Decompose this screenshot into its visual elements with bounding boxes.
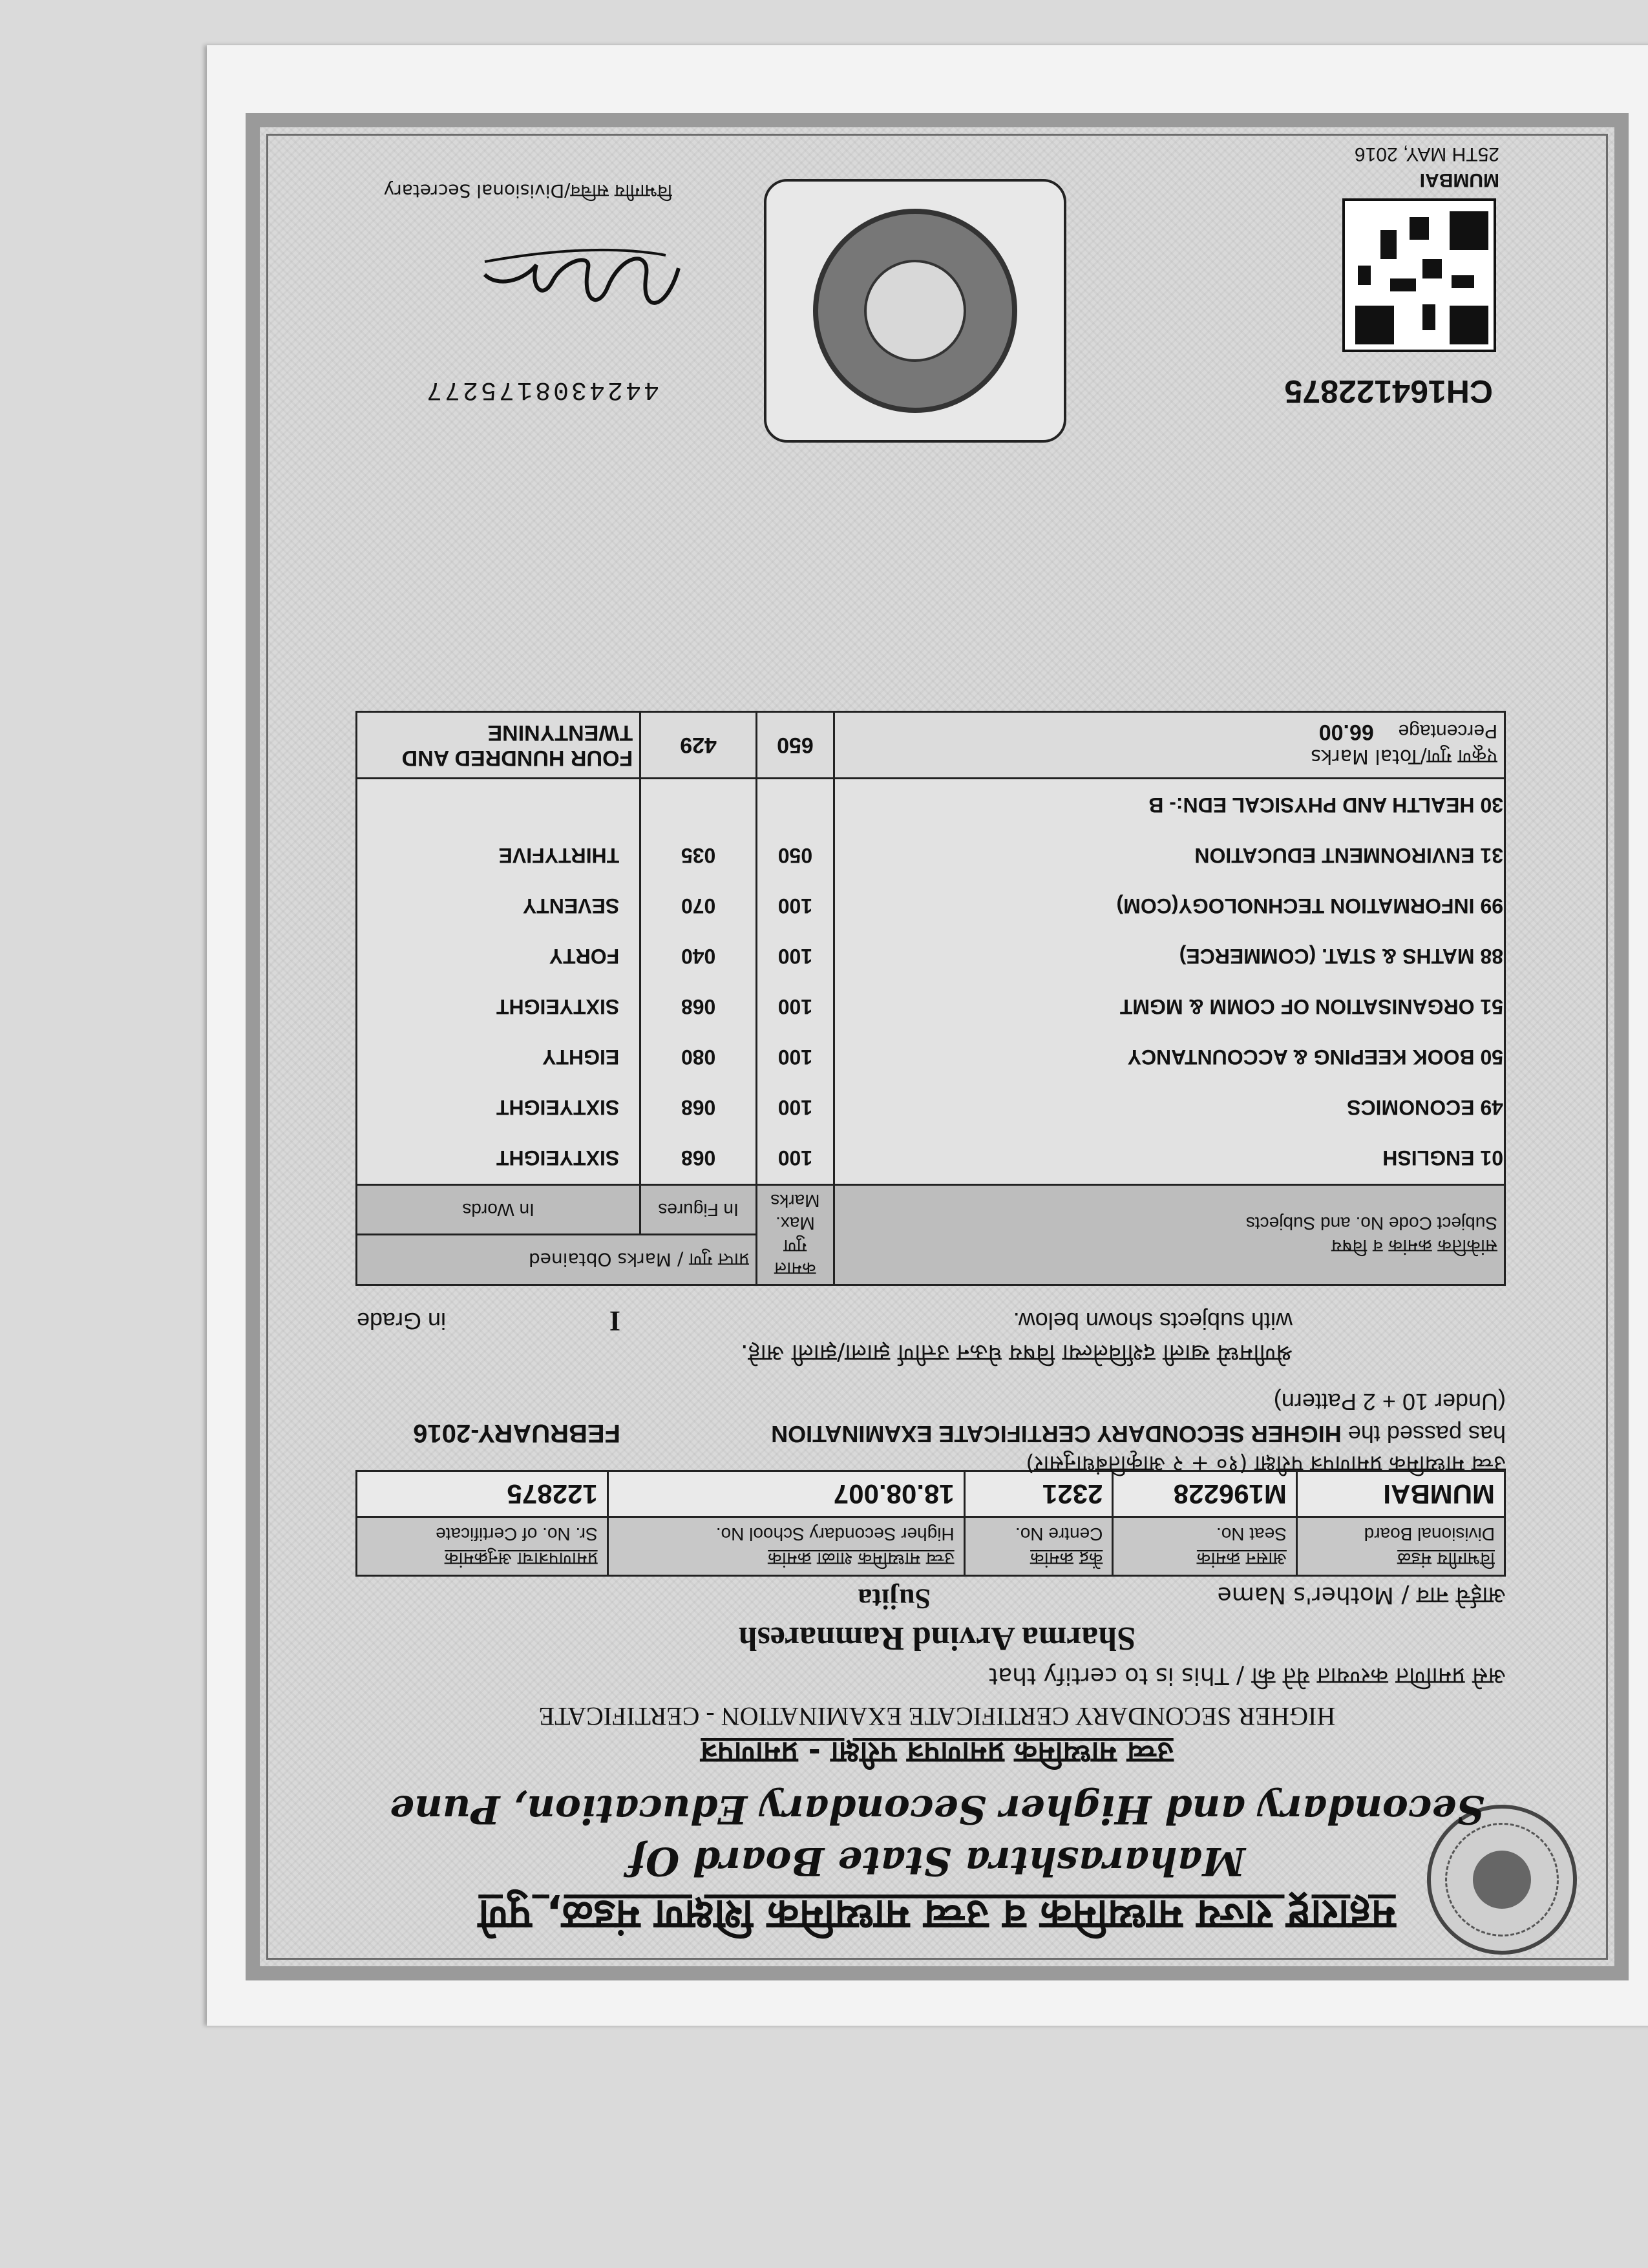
board-name-english-line2: Secondary and Higher Secondary Education, Pune <box>390 1787 1485 1832</box>
marks-words-cell <box>358 780 639 830</box>
max-marks-cell: 050 <box>777 844 813 867</box>
passed-text-english: has passed the HIGHER SECONDARY CERTIFICATE EXAMINATION <box>771 1421 1506 1447</box>
issue-place: MUMBAI <box>1419 169 1499 191</box>
subject-row: 51 ORGANISATION OF COMM & MGMT <box>1119 995 1503 1018</box>
subject-list <box>834 779 1505 1185</box>
subject-row: 50 BOOK KEEPING & ACCOUNTANCY <box>1127 1045 1503 1069</box>
total-max-marks: 650 <box>756 712 834 779</box>
max-marks-cell: 100 <box>777 894 813 918</box>
max-marks-cell: 100 <box>777 1096 813 1119</box>
school-no-value: 18.08.007 <box>607 1471 964 1517</box>
marks-figures-cell: 068 <box>681 995 716 1018</box>
max-marks-cell: 100 <box>777 995 813 1018</box>
grade-text-marathi: श्रेणीमध्ये खाली दर्शविलेल्या विषय घेऊन उत्तीर्ण झाला/झाली आहे. <box>741 1339 1293 1366</box>
centre-no-value: 2321 <box>964 1471 1113 1517</box>
with-subjects-text: with subjects shown below. <box>1013 1308 1293 1334</box>
marks-figures-cell: 040 <box>681 945 716 968</box>
exam-pattern: (Under 10 + 2 Pattern) <box>1273 1389 1506 1415</box>
marks-words-cell: SEVENTY <box>522 894 620 918</box>
total-obtained-marks: 429 <box>640 712 757 779</box>
passed-text-marathi: उच्च माध्यमिक प्रमाणपत्र परीक्षा (१० + २ आकृतिबंधानुसार) <box>1026 1451 1506 1476</box>
certificate-sr-no-value: 122875 <box>357 1471 608 1517</box>
marks-figures-cell: 068 <box>681 1146 716 1170</box>
divisional-board-header: विभागीय मंडळ Divisional Board <box>1296 1517 1505 1576</box>
total-marks-words: FOUR HUNDRED AND TWENTYNINE <box>357 712 640 779</box>
issue-date: 25TH MAY, 2016 <box>1354 143 1499 165</box>
marks-words-cell: SIXTYEIGHT <box>496 995 620 1018</box>
marks-table <box>355 711 1506 1286</box>
marks-words-cell: THIRTYFIVE <box>498 844 620 867</box>
seat-no-header: आसन क्रमांक Seat No. <box>1113 1517 1297 1576</box>
total-marks-label: एकूण गुण/Total Marks <box>1311 745 1497 768</box>
subject-row: 30 HEALTH AND PHYSICAL EDN:- B <box>1148 793 1503 817</box>
school-no-header: उच्च माध्यमिक शाळा क्रमांक Higher Secondary School No. <box>607 1517 964 1576</box>
marks-figures-cell: 070 <box>681 894 716 918</box>
marks-figures-cell: 035 <box>681 844 716 867</box>
qr-code-icon <box>1342 198 1496 352</box>
subject-row: 49 ECONOMICS <box>1347 1096 1503 1119</box>
mother-name: Sujita <box>858 1583 931 1615</box>
max-marks-list <box>756 779 834 1185</box>
subject-row: 01 ENGLISH <box>1382 1146 1503 1170</box>
exam-title-marathi: उच्च माध्यमिक प्रमाणपत्र परीक्षा - प्रमाणपत्र <box>701 1736 1174 1770</box>
board-emblem-icon <box>764 179 1066 443</box>
marks-words-list <box>357 779 640 1185</box>
grade-value: I <box>609 1305 620 1337</box>
marks-obtained-header: प्राप्त गुण / Marks Obtained <box>357 1235 757 1285</box>
marks-words-cell: FORTY <box>549 945 620 968</box>
marks-figures-cell: 068 <box>681 1096 716 1119</box>
divisional-board-value: MUMBAI <box>1296 1471 1505 1517</box>
marks-figures-list <box>640 779 757 1185</box>
percentage-label: Percentage <box>1398 720 1497 742</box>
certificate-sr-no-header: प्रमाणपत्राचा अनुक्रमांक Sr. No. of Certificate <box>357 1517 608 1576</box>
marks-figures-cell: 080 <box>681 1045 716 1069</box>
candidate-info-table <box>355 1470 1506 1577</box>
board-name-marathi: महाराष्ट्र राज्य माध्यमिक व उच्च माध्यमिक शिक्षण मंडळ, पुणे <box>478 1891 1396 1938</box>
certificate-number: CH164122875 <box>1284 373 1493 410</box>
total-marks-label-cell <box>834 712 1505 779</box>
signature-icon <box>472 236 692 326</box>
max-marks-cell: 100 <box>777 945 813 968</box>
certify-text: असे प्रमाणित करण्यात येते की / This is to certify that <box>989 1663 1506 1689</box>
in-words-header: In Words <box>357 1185 640 1235</box>
exam-title-english: HIGHER SECONDARY CERTIFICATE EXAMINATION - CERTIFICATE <box>538 1702 1336 1731</box>
serial-number: 4424308175277 <box>423 375 659 404</box>
board-name-english-line1: Maharashtra State Board Of <box>629 1838 1245 1884</box>
marks-figures-cell <box>642 780 755 830</box>
max-marks-cell: 100 <box>777 1146 813 1170</box>
max-marks-cell <box>758 780 832 830</box>
grade-label: in Grade <box>356 1308 446 1334</box>
exam-session: FEBRUARY-2016 <box>413 1419 620 1447</box>
marks-words-cell: EIGHTY <box>542 1045 620 1069</box>
signatory-title: विभागीय सचिव/Divisional Secretary <box>383 180 672 202</box>
subject-row: 88 MATHS & STAT. (COMMERCE) <box>1179 945 1503 968</box>
in-figures-header: In Figures <box>640 1185 757 1235</box>
subject-row: 99 INFORMATION TECHNOLOGY(COM) <box>1116 894 1503 918</box>
max-marks-column-header: कमाल गुण Max. Marks <box>756 1185 834 1285</box>
percentage-row <box>841 719 1497 744</box>
certificate-content <box>246 113 1629 1980</box>
subject-column-header: सांकेतिक क्रमांक व विषय Subject Code No. and Subjects <box>834 1185 1505 1285</box>
percentage-value: 66.00 <box>1318 720 1374 744</box>
marks-words-cell: SIXTYEIGHT <box>496 1096 620 1119</box>
seat-no-value: M196228 <box>1113 1471 1297 1517</box>
centre-no-header: केंद्र क्रमांक Centre No. <box>964 1517 1113 1576</box>
max-marks-cell: 100 <box>777 1045 813 1069</box>
mother-name-label: आईचे नाव / Mother's Name <box>1217 1582 1506 1608</box>
marks-words-cell: SIXTYEIGHT <box>496 1146 620 1170</box>
subject-row: 31 ENVIRONMENT EDUCATION <box>1194 844 1503 867</box>
candidate-name: Sharma Arvind Ramnaresh <box>738 1620 1136 1657</box>
